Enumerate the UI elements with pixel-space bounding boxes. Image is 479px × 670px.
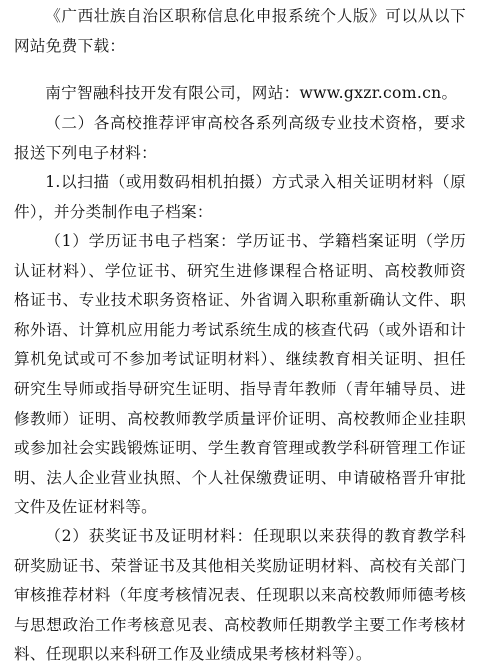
paragraph-diploma-archive: （1）学历证书电子档案：学历证书、学籍档案证明（学历认证材料）、学位证书、研究生进修课程合格证明、高校教师资格证书、专业技术职务资格证、外省调入职称重新确认文件、职称外语、计算机应用能力考试系统生成的核查代码（或外语和计算机免试或可不参加考试证明材料）、继续教育相关证明、担任研究生导师或指导研究生证明、指导青年教师（青年辅导员、进修教师）证明、高校教师教学质量评价证明、高校教师企业挂职或参加社会实践锻炼证明、学生教育管理或教学科研管理工作证明、法人企业营业执照、个人社保缴费证明、申请破格晋升审批文件及佐证材料等。 <box>14 232 466 517</box>
paragraph-award-certificates: （2）获奖证书及证明材料：任现职以来获得的教育教学科研奖励证书、荣誉证书及其他相关奖励证明材料、高校有关部门审核推荐材料（年度考核情况表、任现职以来高校教师师德考核与思想政治工作考核意见表、高校教师任期教学主要工作考核材料、任现职以来科研工作及业绩成果考核材料等）。 <box>14 527 466 664</box>
paragraph-item-one: 1.以扫描（或用数码相机拍摄）方式录入相关证明材料（原件），并分类制作电子档案： <box>14 173 466 221</box>
paragraph-company-website: 南宁智融科技开发有限公司，网站：www.gxzr.com.cn。 <box>45 84 458 102</box>
paragraph-download-intro: 《广西壮族自治区职称信息化申报系统个人版》可以从以下网站免费下载： <box>14 7 466 55</box>
paragraph-section-two: （二）各高校推荐评审高校各系列高级专业技术资格，要求报送下列电子材料： <box>14 114 466 162</box>
